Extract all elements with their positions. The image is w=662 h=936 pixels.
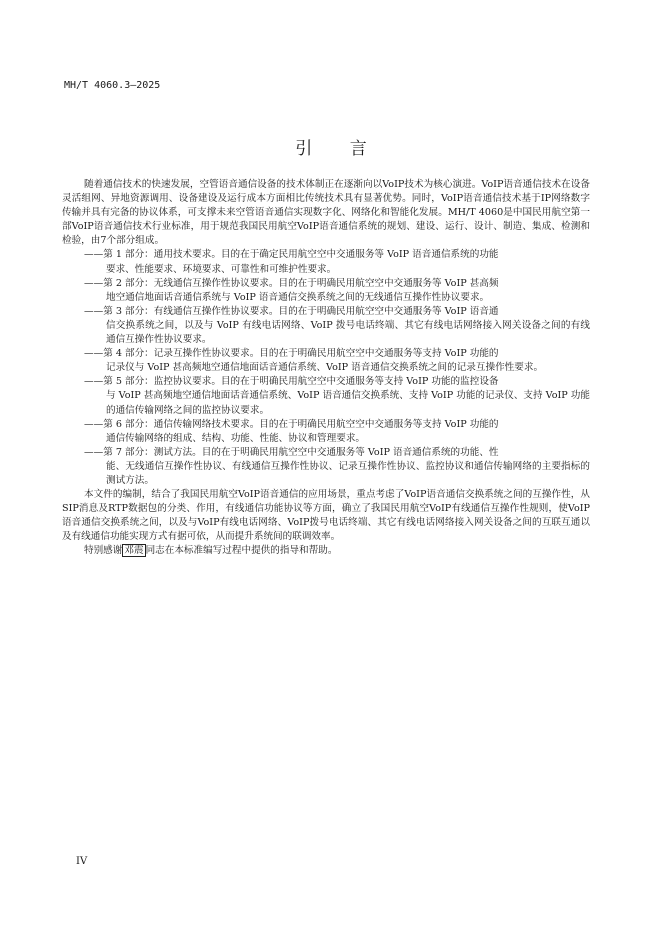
part-item bbox=[62, 446, 590, 488]
thanks-paragraph bbox=[62, 544, 590, 558]
part-cont: 记录仪与 VoIP 甚高频地空通信地面话音通信系统、VoIP 语音通信交换系统之间的记录互操作性要求。 bbox=[106, 362, 544, 374]
part-lead: ——第 4 部分：记录互操作性协议要求。目的在于明确民用航空空中交通服务等支持 VoIP 功能的 bbox=[84, 348, 499, 360]
part-item bbox=[62, 418, 590, 446]
body-text bbox=[62, 178, 590, 559]
part-item bbox=[62, 248, 590, 276]
part-lead: ——第 5 部分：监控协议要求。目的在于明确民用航空空中交通服务等支持 VoIP 功能的监控设备 bbox=[84, 376, 499, 388]
part-cont: 信交换系统之间，以及与 VoIP 有线电话网络、VoIP 拨号电话终端、其它有线电话网络接入网关设备之间的有线通信互操作性协议要求。 bbox=[106, 319, 590, 346]
part-cont: 要求、性能要求、环境要求、可靠性和可维护性要求。 bbox=[106, 263, 337, 275]
thanks-name: 邓震 bbox=[124, 545, 144, 557]
part-lead: ——第 3 部分：有线通信互操作性协议要求。目的在于明确民用航空空中交通服务等 VoIP 语音通 bbox=[84, 305, 499, 317]
part-cont: 与 VoIP 甚高频地空通信地面话音通信系统、VoIP 语音通信交换系统、支持 VoIP 功能的记录仪、支持 VoIP 功能的通信传输网络之间的监控协议要求。 bbox=[106, 390, 590, 416]
page-number: IV bbox=[76, 856, 88, 867]
intro-paragraph: 随着通信技术的快速发展，空管语音通信设备的技术体制正在逐渐向以VoIP技术为核心演进。VoIP语音通信技术在设备灵活组网、异地资源调用、设备建设及运行成本方面相比传统技术具有显著优势。同时，VoIP语音通信技术基于IP网络数字传输并具有完备的协议体系，可支撑未来空管语音通信实现数字化、网络化和智能化发展。MH/T 4060是中国民用航空第一部VoIP语音通信技术行业标准，用于规范我国民用航空VoIP语音通信系统的规划、建设、运行、设计、制造、集成、检测和检验，由7个部分组成。 bbox=[62, 179, 590, 247]
part-lead: ——第 2 部分：无线通信互操作性协议要求。目的在于明确民用航空空中交通服务等 VoIP 甚高频 bbox=[84, 277, 499, 289]
part-cont: 地空通信地面话音通信系统与 VoIP 语音通信交换系统之间的无线通信互操作性协议要求。 bbox=[106, 291, 490, 303]
thanks-after: 同志在本标准编写过程中提供的指导和帮助。 bbox=[145, 545, 338, 557]
part-lead: ——第 7 部分：测试方法。目的在于明确民用航空空中交通服务等 VoIP 语音通信系统的功能、性 bbox=[84, 446, 499, 458]
part-cont: 通信传输网络的组成、结构、功能、性能、协议和管理要求。 bbox=[106, 432, 366, 444]
part-lead: ——第 1 部分：通用技术要求。目的在于确定民用航空空中交通服务等 VoIP 语音通信系统的功能 bbox=[84, 249, 499, 261]
section-title: 引 言 bbox=[295, 139, 383, 159]
part-item bbox=[62, 305, 590, 347]
compilation-paragraph: 本文件的编制，结合了我国民用航空VoIP语音通信的应用场景，重点考虑了VoIP语音通信交换系统之间的互操作性，从SIP消息及RTP数据包的分类、作用，有线通信功能协议等方面，确立了我国民用航空VoIP有线通信互操作性规则，使VoIP语音通信交换系统之间，以及与VoIP有线电话网络、VoIP拨号电话终端、其它有线电话网络接入网关设备之间的互联互通以及有线通信功能实现方式有据可依，从而提升系统间的联调效率。 bbox=[62, 489, 590, 543]
part-cont: 能、无线通信互操作性协议、有线通信互操作性协议、记录互操作性协议、监控协议和通信传输网络的主要指标的测试方法。 bbox=[106, 460, 590, 486]
thanks-before: 特别感谢 bbox=[84, 545, 123, 557]
part-lead: ——第 6 部分：通信传输网络技术要求。目的在于明确民用航空空中交通服务等支持 VoIP 功能的 bbox=[84, 418, 499, 430]
standard-code: MH/T 4060.3—2025 bbox=[64, 80, 161, 91]
part-item bbox=[62, 347, 590, 375]
part-item bbox=[62, 375, 590, 417]
part-item bbox=[62, 277, 590, 305]
